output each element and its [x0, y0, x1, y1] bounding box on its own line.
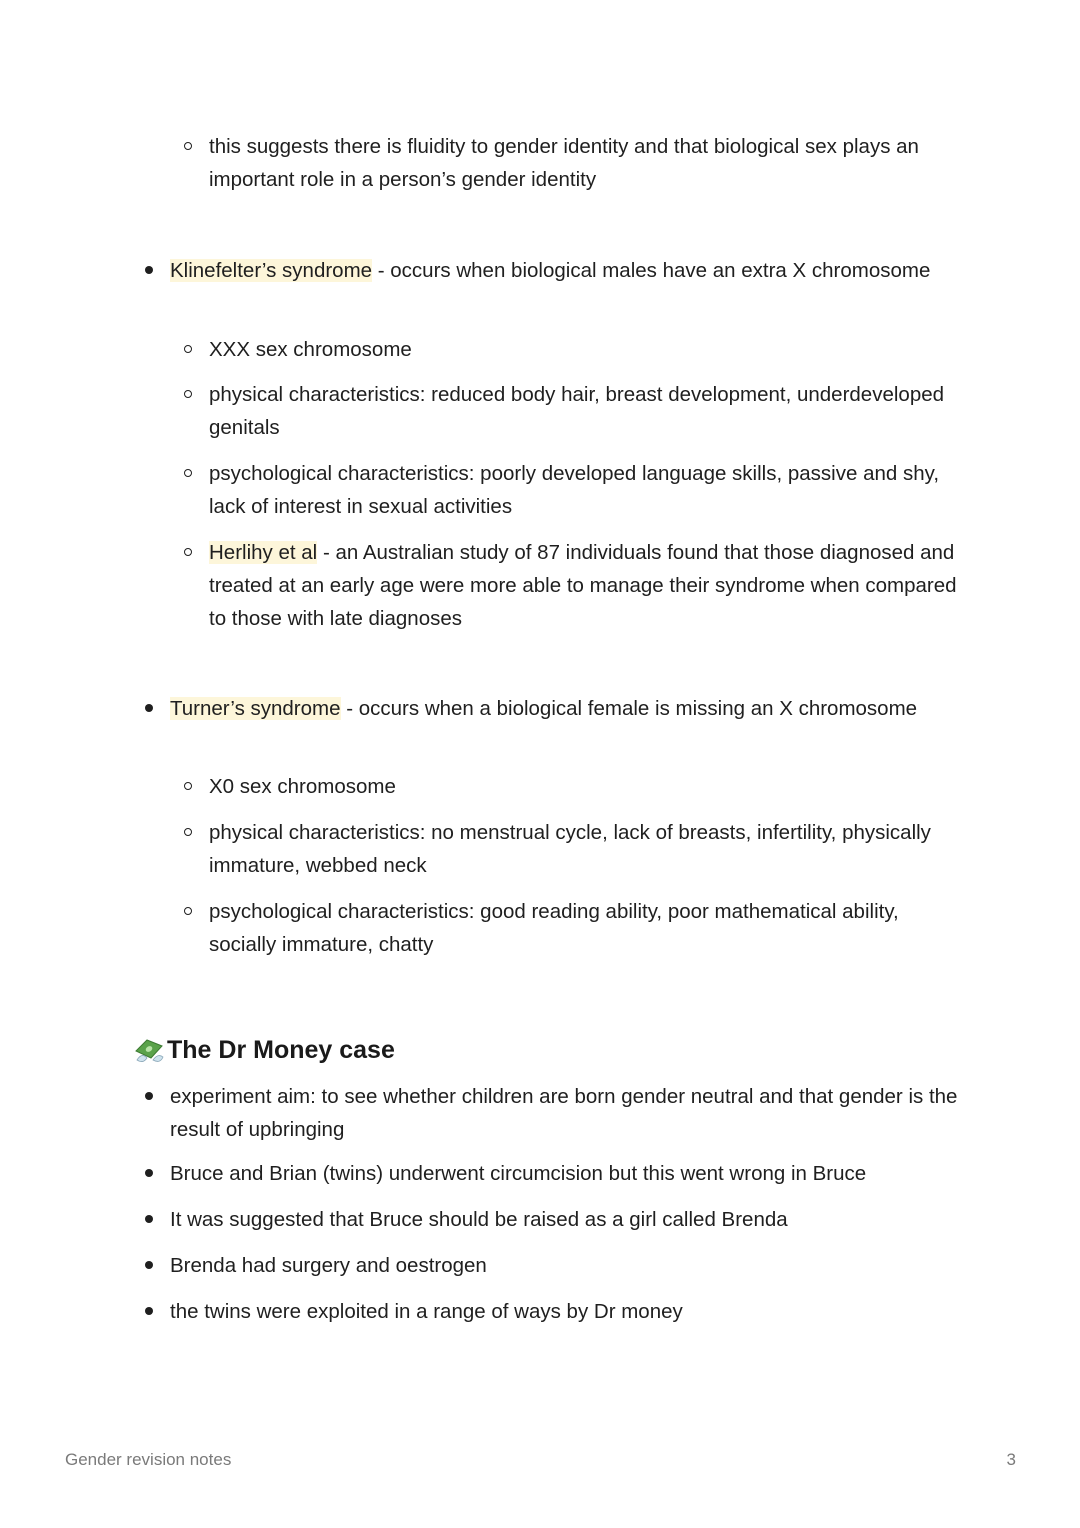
- footer-title: Gender revision notes: [65, 1450, 232, 1469]
- herlihy-term: Herlihy et al: [209, 541, 318, 564]
- bullet-icon: [145, 1092, 153, 1100]
- page-number: 3: [1006, 1450, 1016, 1469]
- bullet-icon: [145, 1261, 153, 1269]
- list-item: [170, 1295, 970, 1328]
- klinefelter-term: Klinefelter’s syndrome: [170, 259, 373, 282]
- list-item-text: the twins were exploited in a range of ways by Dr money: [170, 1300, 683, 1323]
- turner-psychological-text: psychological characteristics: good reading ability, poor mathematical ability, socially immature, chatty: [209, 900, 899, 956]
- turner-chromosome-text: X0 sex chromosome: [209, 775, 396, 798]
- bullet-icon: [145, 704, 153, 712]
- hollow-bullet-icon: [184, 142, 192, 150]
- klinefelter-physical-text: physical characteristics: reduced body hair, breast development, underdeveloped genitals: [209, 383, 945, 439]
- turner-physical-text: physical characteristics: no menstrual cycle, lack of breasts, infertility, physically immature, webbed neck: [209, 821, 931, 877]
- herlihy-text: - an Australian study of 87 individuals found that those diagnosed and treated at an early age were more able to manage their syndrome when compared to those with late diagnoses: [209, 541, 957, 630]
- bullet-icon: [145, 1215, 153, 1223]
- list-item: [170, 1157, 970, 1190]
- bullet-icon: [145, 1307, 153, 1315]
- list-item-text: Bruce and Brian (twins) underwent circumcision but this went wrong in Bruce: [170, 1162, 867, 1185]
- turner-chromosome-point: [209, 770, 969, 803]
- turner-physical-point: [209, 816, 969, 882]
- klinefelter-psychological-point: [209, 457, 969, 523]
- list-item: [170, 1080, 970, 1146]
- klinefelter-description: - occurs when biological males have an extra X chromosome: [372, 259, 931, 282]
- bullet-icon: [145, 1169, 153, 1177]
- hollow-bullet-icon: [184, 390, 192, 398]
- klinefelter-bullet: [170, 254, 970, 287]
- hollow-bullet-icon: [184, 469, 192, 477]
- klinefelter-chromosome-text: XXX sex chromosome: [209, 338, 412, 361]
- turner-term: Turner’s syndrome: [170, 697, 341, 720]
- hollow-bullet-icon: [184, 782, 192, 790]
- klinefelter-psychological-text: psychological characteristics: poorly developed language skills, passive and shy, lack of interest in sexual activities: [209, 462, 940, 518]
- hollow-bullet-icon: [184, 828, 192, 836]
- list-item: [170, 1203, 970, 1236]
- list-item-text: Brenda had surgery and oestrogen: [170, 1254, 487, 1277]
- continuation-point: [209, 130, 969, 196]
- hollow-bullet-icon: [184, 907, 192, 915]
- hollow-bullet-icon: [184, 548, 192, 556]
- money-with-wings-icon: [133, 1034, 165, 1066]
- herlihy-study-point: [209, 536, 969, 635]
- turner-bullet: [170, 692, 970, 725]
- bullet-icon: [145, 266, 153, 274]
- list-item: [170, 1249, 970, 1282]
- hollow-bullet-icon: [184, 345, 192, 353]
- list-item-text: It was suggested that Bruce should be raised as a girl called Brenda: [170, 1208, 788, 1231]
- list-item-text: experiment aim: to see whether children are born gender neutral and that gender is the result of upbringing: [170, 1085, 958, 1141]
- section-heading-text: The Dr Money case: [167, 1036, 395, 1064]
- klinefelter-physical-point: [209, 378, 969, 444]
- turner-description: - occurs when a biological female is missing an X chromosome: [340, 697, 918, 720]
- turner-psychological-point: [209, 895, 969, 961]
- klinefelter-chromosome-point: [209, 333, 969, 366]
- continuation-text: this suggests there is fluidity to gender identity and that biological sex plays an important role in a person’s gender identity: [209, 135, 919, 191]
- section-heading: [133, 1032, 395, 1068]
